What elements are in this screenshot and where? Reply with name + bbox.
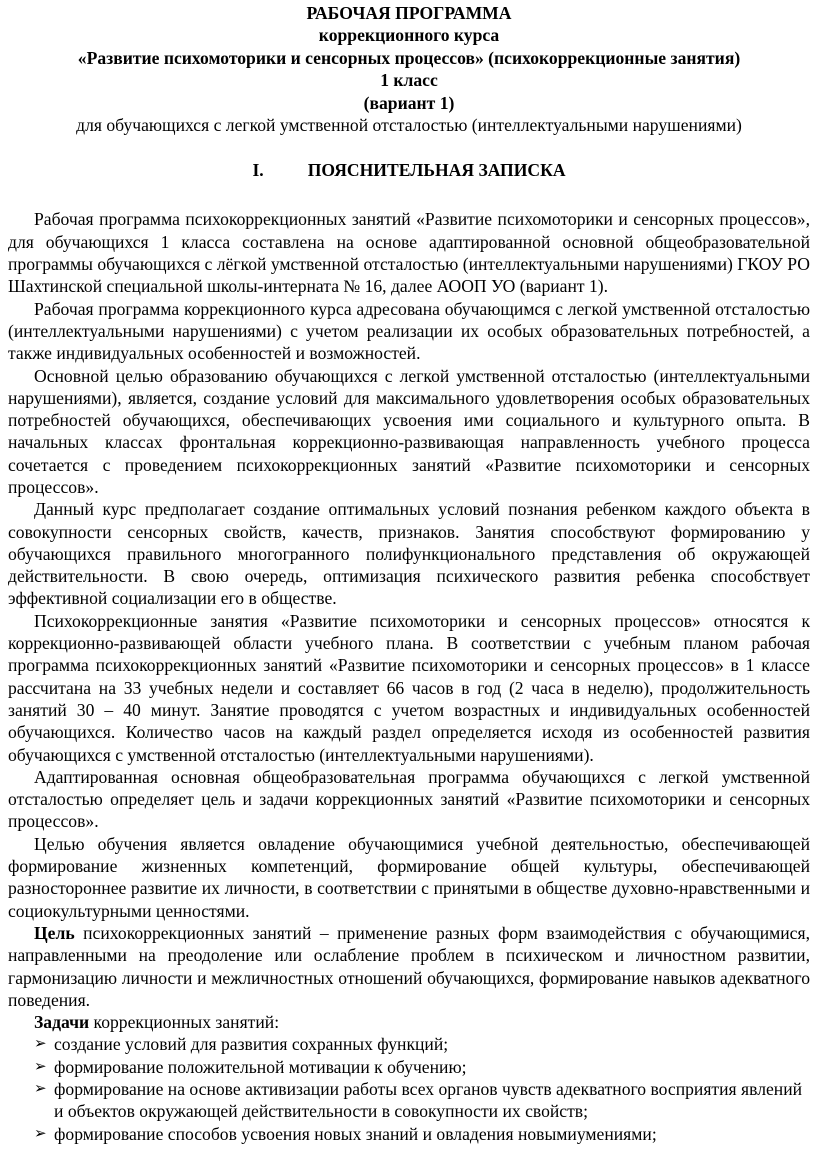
doc-title: РАБОЧАЯ ПРОГРАММА [306, 3, 512, 23]
task-text: формирование положительной мотивации к обучению; [54, 1056, 467, 1077]
arrow-bullet-icon: ➢ [34, 1081, 47, 1098]
tasks-heading [8, 1011, 810, 1033]
arrow-bullet-icon: ➢ [34, 1036, 47, 1053]
list-item [30, 1078, 810, 1123]
tasks-text: коррекционных занятий: [89, 1012, 280, 1033]
section-title: ПОЯСНИТЕЛЬНАЯ ЗАПИСКА [307, 160, 566, 181]
doc-grade: 1 класс [380, 70, 438, 91]
doc-variant: (вариант 1) [363, 92, 455, 113]
task-text: формирование способов усвоения новых знаний и овладения новымиумениями; [54, 1123, 657, 1144]
task-text: формирование на основе активизации работы всех органов чувств адекватного восприятия явлений и объектов окружающей действительности в совокупности их свойств; [54, 1079, 803, 1122]
doc-course-name: «Развитие психомоторики и сенсорных процессов» (психокоррекционные занятия) [77, 47, 741, 68]
list-item [30, 1033, 810, 1055]
doc-audience: для обучающихся с легкой умственной отсталостью (интеллектуальными нарушениями) [76, 115, 742, 136]
paragraph-5: Психокоррекционные занятия «Развитие психомоторики и сенсорных процессов» относятся к коррекционно-развивающей области учебного плана. В соответствии с учебным планом рабочая программа психокоррекционных занятий «Развитие психомоторики и сенсорных процессов» в 1 классе рассчитана на 33 учебных недели и составляет 66 часов в год (2 часа в неделю), продолжительность занятий 30 – 40 минут. Занятие проводятся с учетом возрастных и индивидуальных особенностей обучающихся. Количество часов на каждый раздел определяется исходя из особенностей развития обучающихся с умственной отсталостью (интеллектуальными нарушениями). [8, 610, 810, 765]
list-item [30, 1056, 810, 1078]
arrow-bullet-icon: ➢ [34, 1058, 47, 1075]
list-item [30, 1123, 810, 1145]
goal-text: психокоррекционных занятий – применение разных форм взаимодействия с обучающимися, направленными на преодоление или ослабление проблем в психическом и личностном развитии, гармонизацию личности и межличностных отношений обучающихся, формирование навыков адекватного поведения. [8, 922, 810, 1010]
paragraph-1: Рабочая программа психокоррекционных занятий «Развитие психомоторики и сенсорных процессов», для обучающихся 1 класса составлена на основе адаптированной основной общеобразовательной программы обучающихся с лёгкой умственной отсталостью (интеллектуальными нарушениями) ГКОУ РО Шахтинской специальной школы-интерната № 16, далее АООП УО (вариант 1). [8, 209, 810, 297]
task-text: создание условий для развития сохранных функций; [54, 1034, 449, 1055]
paragraph-4: Данный курс предполагает создание оптимальных условий познания ребенком каждого объекта в совокупности сенсорных свойств, качеств, признаков. Занятия способствуют формированию у обучающихся правильного многогранного полифункционального представления об окружающей действительности. В свою очередь, оптимизация психического развития ребенка способствует эффективной социализации его в обществе. [8, 499, 810, 609]
tasks-list [8, 1033, 810, 1144]
goal-paragraph [8, 922, 810, 1011]
doc-subtitle-course: коррекционного курса [318, 25, 500, 46]
section-heading [8, 159, 810, 181]
paragraph-6: Адаптированная основная общеобразовательная программа обучающихся с легкой умственной отсталостью определяет цель и задачи коррекционных занятий «Развитие психомоторики и сенсорных процессов». [8, 766, 810, 832]
goal-label: Цель [34, 922, 75, 943]
paragraph-2: Рабочая программа коррекционного курса адресована обучающимся с легкой умственной отсталостью (интеллектуальными нарушениями) с учетом реализации их особых образовательных потребностей, а также индивидуальных особенностей и возможностей. [8, 298, 810, 364]
tasks-label: Задачи [34, 1012, 90, 1033]
paragraph-7: Целью обучения является овладение обучающимися учебной деятельностью, обеспечивающей формирование жизненных компетенций, формирование общей культуры, обеспечивающей разностороннее развитие их личности, в соответствии с принятыми в обществе духовно-нравственными и социокультурными ценностями. [8, 833, 810, 921]
arrow-bullet-icon: ➢ [34, 1125, 47, 1142]
paragraph-3: Основной целью образованию обучающихся с легкой умственной отсталостью (интеллектуальными нарушениями), является, создание условий для максимального удовлетворения особых образовательных потребностей обучающихся, обеспечивающих усвоения ими социального и культурного опыта. В начальных классах фронтальная коррекционно-развивающая направленность учебного процесса сочетается с проведением психокоррекционных занятий «Развитие психомоторики и сенсорных процессов». [8, 365, 810, 497]
section-number: I. [252, 160, 264, 181]
